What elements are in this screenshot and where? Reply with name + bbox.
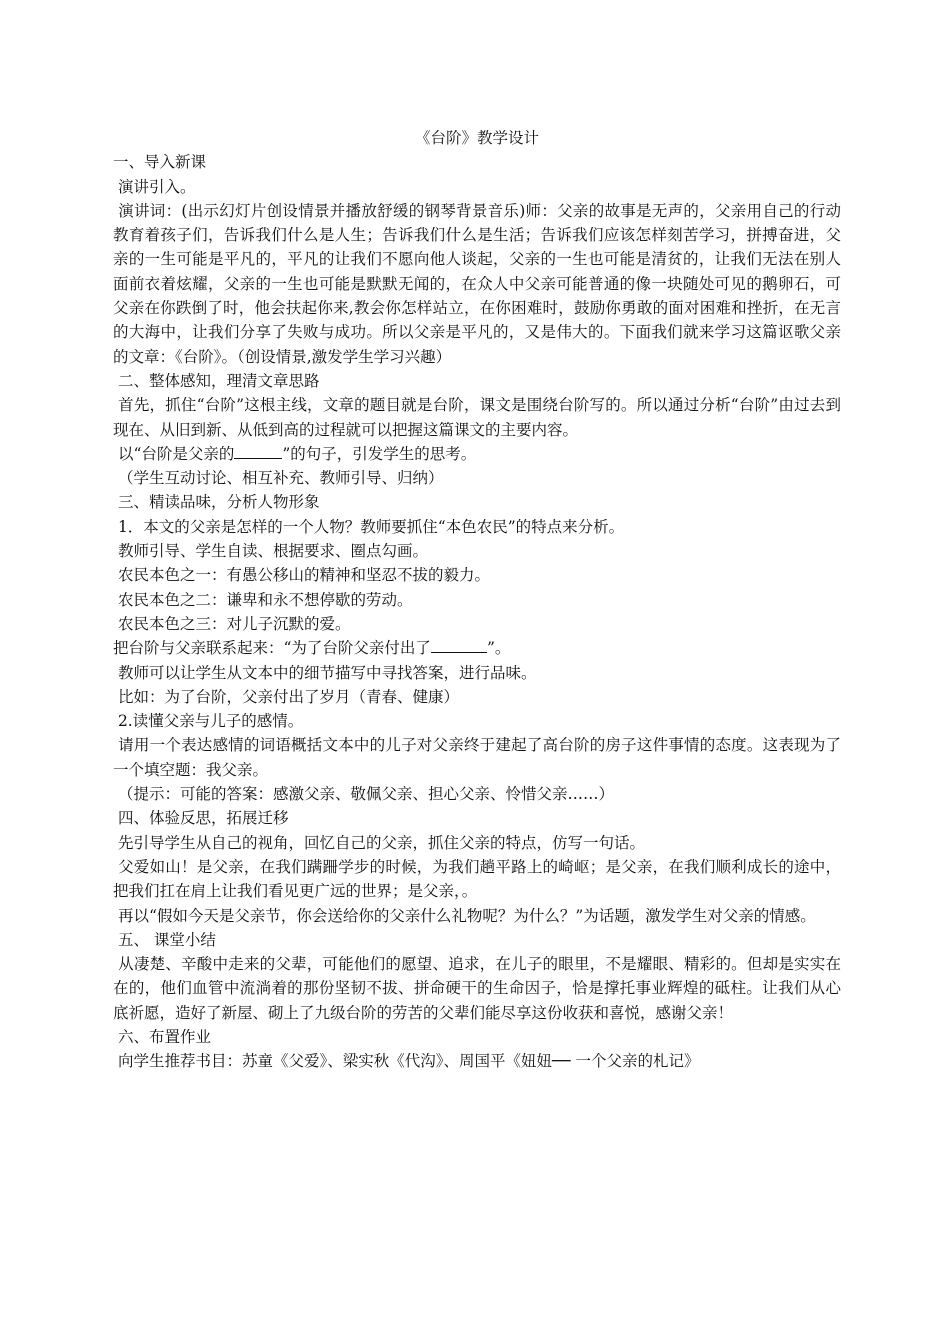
document-body [113, 126, 841, 1074]
document-title: 《台阶》教学设计 [414, 129, 539, 147]
paragraph: （提示：可能的答案：感激父亲、敬佩父亲、担心父亲、怜惜父亲……） [113, 785, 614, 804]
paragraph: 农民本色之一：有愚公移山的精神和坚忍不拔的毅力。 [113, 566, 490, 585]
section-heading-intro: 一、导入新课 [113, 153, 207, 172]
blank-line [431, 637, 487, 653]
paragraph: 教师引导、学生自读、根据要求、圈点勾画。 [113, 542, 428, 561]
paragraph: 2.读懂父亲与儿子的感情。 [113, 712, 304, 731]
paragraph: （学生互动讨论、相互补充、教师引导、归纳） [113, 469, 444, 488]
paragraph-text: 以“台阶是父亲的 [113, 444, 235, 463]
paragraph: 首先，抓住“台阶”这根主线，文章的题目就是台阶，课文是围绕台阶写的。所以通过分析“台阶”由过去到现在、从旧到新、从低到高的过程就可以把握这篇课文的主要内容。 [113, 396, 841, 439]
paragraph-fill-blank [113, 442, 841, 466]
paragraph-fill-blank [113, 636, 841, 660]
paragraph: 演讲引入。 [113, 177, 196, 196]
section-heading-reading: 三、精读品味，分析人物形象 [113, 493, 320, 512]
paragraph: 农民本色之三：对儿子沉默的爱。 [113, 614, 351, 633]
paragraph-text: ”。 [486, 639, 511, 658]
blank-line [234, 443, 282, 459]
paragraph-text: 把台阶与父亲联系起来：“为了台阶父亲付出了 [113, 639, 431, 658]
paragraph: 再以“假如今天是父亲节，你会送给你的父亲什么礼物呢？为什么？”为话题，激发学生对父亲的情感。 [113, 906, 816, 925]
paragraph: 向学生推荐书目：苏童《父爱》、梁实秋《代沟》、周国平《妞妞── 一个父亲的札记》 [113, 1052, 700, 1071]
section-heading-homework: 六、布置作业 [113, 1027, 211, 1046]
paragraph: 教师可以让学生从文本中的细节描写中寻找答案，进行品味。 [113, 663, 537, 682]
section-heading-overview: 二、整体感知，理清文章思路 [113, 371, 320, 390]
paragraph: 请用一个表达感情的词语概括文本中的儿子对父亲终于建起了高台阶的房子这件事情的态度。这表现为了一个填空题：我父亲。 [113, 736, 841, 779]
paragraph: 比如：为了台阶，父亲付出了岁月（青春、健康） [113, 687, 459, 706]
section-heading-summary: 五、 课堂小结 [113, 930, 216, 949]
section-heading-reflection: 四、体验反思，拓展迁移 [113, 809, 289, 828]
paragraph: 父爱如山！是父亲，在我们蹒跚学步的时候，为我们趟平路上的崎岖；是父亲，在我们顺利成长的途中，把我们扛在肩上让我们看见更广远的世界；是父亲，。 [113, 857, 841, 901]
paragraph: 农民本色之二：谦卑和永不想停歇的劳动。 [113, 590, 413, 609]
paragraph: 先引导学生从自己的视角，回忆自己的父亲，抓住父亲的特点，仿写一句话。 [113, 833, 645, 852]
paragraph: 1．本文的父亲是怎样的一个人物？教师要抓住“本色农民”的特点来分析。 [113, 517, 625, 536]
paragraph: 从凄楚、辛酸中走来的父辈，可能他们的愿望、追求，在儿子的眼里，不是耀眼、精彩的。但却是实实在在的，他们血管中流淌着的那份坚韧不拔、拼命硬干的生命因子，恰是撑托事业辉煌的砥柱。让我们从心底祈愿，造好了新屋、砌上了九级台阶的劳苦的父辈们能尽享这份收获和喜悦，感谢父亲！ [113, 955, 841, 1022]
paragraph-text: ”的句子，引发学生的思考。 [282, 444, 477, 463]
paragraph-speech: 演讲词：(出示幻灯片创设情景并播放舒缓的钢琴背景音乐)师：父亲的故事是无声的，父亲用自己的行动教育着孩子们，告诉我们什么是人生；告诉我们什么是生活；告诉我们应该怎样刻苦学习，拼搏奋进，父亲的一生可能是平凡的，平凡的让我们不愿向他人谈起，父亲的一生也可能是清贫的，让我们无法在别人面前衣着炫耀，父亲的一生也可能是默默无闻的，在众人中父亲可能普通的像一块随处可见的鹅卵石，可父亲在你跌倒了时，他会扶起你来,教会你怎样站立，在你困难时，鼓励你勇敢的面对困难和挫折，在无言的大海中，让我们分享了失败与成功。所以父亲是平凡的，又是伟大的。下面我们就来学习这篇讴歌父亲的文章：《台阶》。（创设情景,激发学生学习兴趣） [113, 201, 841, 366]
